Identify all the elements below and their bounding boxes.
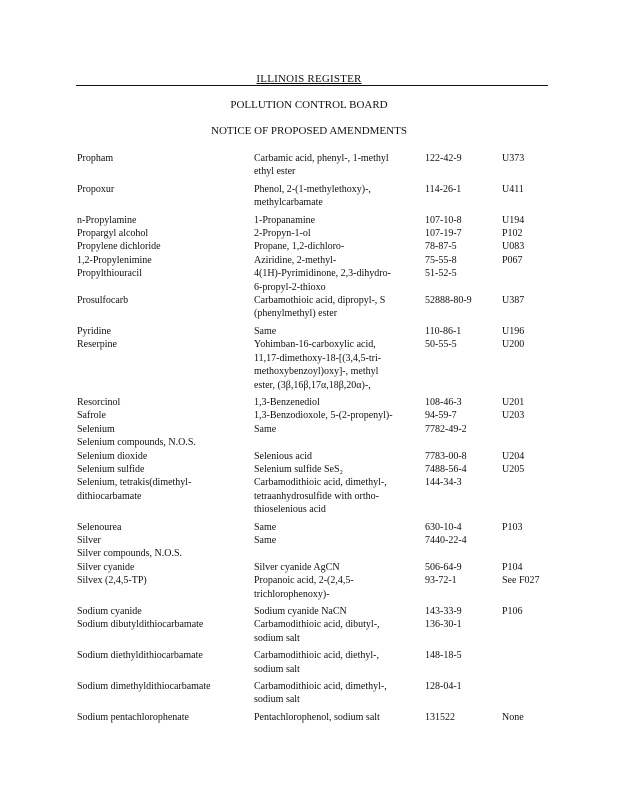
table-row (77, 605, 547, 618)
substance-synonym: Carbamodithioic acid, dibutyl-, sodium salt (254, 619, 380, 644)
cas-number: 108-46-3 (425, 396, 462, 408)
substance-synonym: Propane, 1,2-dichloro- (254, 241, 345, 253)
table-row (77, 680, 547, 707)
substance-synonym: 1,3-Benzodioxole, 5-(2-propenyl)- (254, 410, 393, 422)
substance-name: n-Propylamine (77, 214, 137, 226)
substance-name: Propoxur (77, 183, 115, 195)
substance-synonym: 1-Propanamine (254, 214, 316, 226)
table-row (77, 423, 547, 436)
cas-number: 114-26-1 (425, 183, 462, 195)
table-row (77, 254, 547, 267)
notice-title: NOTICE OF PROPOSED AMENDMENTS (211, 125, 407, 137)
cas-number: 143-33-9 (425, 606, 462, 617)
table-row (77, 649, 547, 676)
cas-number: 144-34-3 (425, 477, 462, 489)
substance-name: Resorcinol (77, 396, 121, 408)
table-row (77, 463, 547, 476)
table-row (77, 534, 547, 547)
substance-synonym: 1,3-Benzenediol (254, 396, 320, 408)
substance-name: Silver compounds, N.O.S. (77, 548, 182, 560)
cas-number: 51-52-5 (425, 268, 457, 280)
substance-synonym: Selenium sulfide SeS₂ (254, 463, 344, 475)
table-row (77, 338, 547, 392)
waste-code: P103 (502, 521, 523, 533)
substance-name: Sodium pentachlorophenate (77, 711, 189, 723)
cas-number: 7440-22-4 (425, 534, 467, 546)
substance-name: Safrole (77, 410, 106, 422)
substance-synonym: Phenol, 2-(1-methylethoxy)-, methylcarbamate (254, 183, 371, 209)
substance-synonym: Carbamothioic acid, dipropyl-, S (phenylmethyl) ester (254, 295, 386, 320)
cas-number (425, 547, 502, 560)
waste-code (502, 423, 552, 436)
substance-name: Selenourea (77, 521, 122, 533)
cas-number: 75-55-8 (425, 254, 457, 266)
substance-synonym: Carbamodithioic acid, dimethyl-, tetraanhydrosulfide with ortho- thioselenious acid (254, 477, 387, 516)
cas-number: 122-42-9 (425, 153, 462, 164)
substance-name: Pyridine (77, 325, 111, 337)
waste-code (502, 649, 552, 676)
waste-code: P104 (502, 561, 523, 573)
cas-number: 131522 (425, 711, 455, 723)
table-row (77, 152, 547, 179)
table-row (77, 396, 547, 409)
waste-code (502, 534, 552, 547)
substance-name: Propham (77, 153, 114, 164)
table-row (77, 294, 547, 321)
waste-code (502, 267, 552, 294)
substance-synonym: Carbamodithioic acid, dimethyl-, sodium salt (254, 681, 387, 706)
substance-synonym: Sodium cyanide NaCN (254, 606, 347, 617)
waste-code (502, 618, 552, 645)
cas-number: 94-59-7 (425, 410, 457, 422)
substance-name: Propylthiouracil (77, 268, 142, 280)
substance-name: Sodium dibutyldithiocarbamate (77, 619, 204, 631)
waste-code: See F027 (502, 575, 540, 587)
table-row (77, 574, 547, 601)
cas-number: 7782-49-2 (425, 423, 467, 435)
substance-name: Selenium (77, 423, 115, 435)
waste-code: U373 (502, 153, 525, 164)
substance-name: Selenium sulfide (77, 463, 145, 475)
substance-synonym: Same (254, 521, 277, 533)
table-row (77, 267, 547, 294)
waste-code: U194 (502, 214, 525, 226)
waste-code: U201 (502, 396, 525, 408)
waste-code: P106 (502, 606, 523, 617)
substance-name: Selenium dioxide (77, 450, 148, 462)
substance-name: Prosulfocarb (77, 295, 129, 307)
cas-number: 7488-56-4 (425, 463, 467, 475)
substance-name: Sodium dimethyldithiocarbamate (77, 681, 211, 693)
cas-number: 93-72-1 (425, 575, 457, 587)
table-row (77, 521, 547, 534)
substance-synonym (254, 436, 425, 449)
waste-code (502, 547, 552, 560)
cas-number: 50-55-5 (425, 339, 457, 351)
table-row (77, 214, 547, 227)
waste-code (502, 680, 552, 707)
waste-code: P102 (502, 228, 523, 240)
cas-number: 7783-00-8 (425, 450, 467, 462)
waste-code: U083 (502, 241, 525, 253)
substance-synonym: Selenious acid (254, 450, 313, 462)
cas-number: 107-10-8 (425, 214, 462, 226)
substance-synonym: Yohimban-16-carboxylic acid, 11,17-dimethoxy-18-[(3,4,5-tri- methoxybenzoyl)oxy]-, methyl ester, (3β,16β,17α,18β,20α)-, (254, 339, 382, 391)
waste-code: U200 (502, 339, 525, 351)
substance-name: Propylene dichloride (77, 241, 161, 253)
cas-number: 630-10-4 (425, 521, 462, 533)
waste-code: None (502, 711, 524, 723)
substance-synonym: 4(1H)-Pyrimidinone, 2,3-dihydro- 6-propyl-2-thioxo (254, 268, 391, 293)
waste-code (502, 436, 552, 449)
register-title: ILLINOIS REGISTER (0, 73, 618, 85)
table-row (77, 325, 547, 338)
substance-name: 1,2-Propylenimine (77, 254, 152, 266)
table-row (77, 183, 547, 210)
waste-code: U204 (502, 450, 525, 462)
substance-synonym: Same (254, 423, 277, 435)
substance-synonym: Carbamodithioic acid, diethyl-, sodium salt (254, 650, 379, 675)
substance-synonym: Same (254, 534, 277, 546)
substance-name: Propargyl alcohol (77, 228, 149, 240)
substance-synonym: Pentachlorophenol, sodium salt (254, 711, 380, 723)
substance-synonym: Carbamic acid, phenyl-, 1-methyl ethyl ester (254, 153, 389, 178)
table-row (77, 240, 547, 253)
substance-synonym: Same (254, 325, 277, 337)
substance-name: Silvex (2,4,5-TP) (77, 575, 147, 587)
substance-synonym: Propanoic acid, 2-(2,4,5- trichlorophenoxy)- (254, 575, 354, 600)
waste-code: U387 (502, 295, 525, 307)
substance-name: Reserpine (77, 339, 117, 351)
waste-code: U196 (502, 325, 525, 337)
table-row (77, 450, 547, 463)
substance-name: Selenium compounds, N.O.S. (77, 437, 196, 449)
waste-code: U203 (502, 410, 525, 422)
substance-name: Silver cyanide (77, 561, 135, 573)
cas-number: 128-04-1 (425, 681, 462, 693)
cas-number: 52888-80-9 (425, 295, 472, 307)
table-row (77, 547, 547, 560)
cas-number: 506-64-9 (425, 561, 462, 573)
table-row (77, 476, 547, 516)
cas-number (425, 436, 502, 449)
substance-name: Selenium, tetrakis(dimethyl- dithiocarbamate (77, 477, 192, 502)
substance-synonym (254, 547, 425, 560)
header-rule (76, 85, 548, 86)
substance-table (77, 152, 547, 724)
cas-number: 148-18-5 (425, 650, 462, 662)
substance-name: Sodium diethyldithiocarbamate (77, 650, 203, 662)
waste-code: P067 (502, 254, 523, 266)
table-row (77, 409, 547, 422)
substance-synonym: 2-Propyn-1-ol (254, 228, 311, 240)
waste-code (502, 476, 552, 516)
cas-number: 136-30-1 (425, 619, 462, 631)
cas-number: 78-87-5 (425, 241, 457, 253)
substance-name: Sodium cyanide (77, 606, 142, 617)
waste-code: U411 (502, 183, 524, 195)
board-title: POLLUTION CONTROL BOARD (230, 99, 388, 111)
table-row (77, 436, 547, 449)
substance-name: Silver (77, 534, 101, 546)
table-row (77, 618, 547, 645)
substance-synonym: Silver cyanide AgCN (254, 561, 340, 573)
cas-number: 107-19-7 (425, 228, 462, 240)
table-row (77, 711, 547, 724)
cas-number: 110-86-1 (425, 325, 462, 337)
substance-synonym: Aziridine, 2-methyl- (254, 254, 337, 266)
waste-code: U205 (502, 463, 525, 475)
table-row (77, 227, 547, 240)
table-row (77, 561, 547, 574)
